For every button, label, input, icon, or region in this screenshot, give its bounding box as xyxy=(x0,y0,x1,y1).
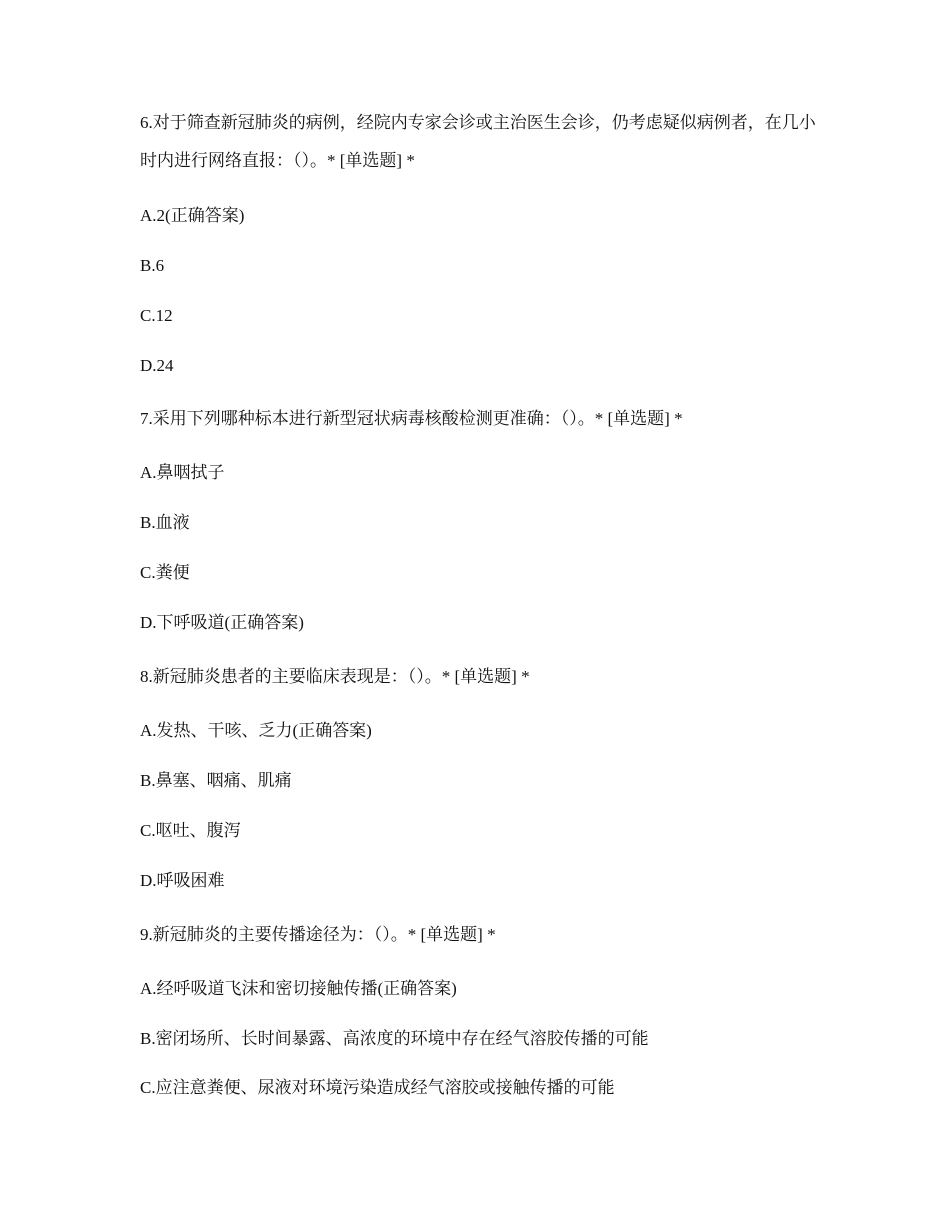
question-7-option-a: A.鼻咽拭子 xyxy=(140,463,225,482)
question-9-option-a: A.经呼吸道飞沫和密切接触传播(正确答案) xyxy=(140,979,457,998)
question-9-option-c: C.应注意粪便、尿液对环境污染造成经气溶胶或接触传播的可能 xyxy=(140,1078,615,1097)
question-6-option-c: C.12 xyxy=(140,306,173,325)
question-6-title: 6.对于筛查新冠肺炎的病例，经院内专家会诊或主治医生会诊，仍考虑疑似病例者，在几小时内进行网络直报：（）。* [单选题] * xyxy=(140,113,816,170)
question-8-title: 8.新冠肺炎患者的主要临床表现是：（）。* [单选题] * xyxy=(140,667,530,686)
question-6-option-a: A.2(正确答案) xyxy=(140,206,245,225)
question-7-title: 7.采用下列哪种标本进行新型冠状病毒核酸检测更准确：（）。* [单选题] * xyxy=(140,409,683,428)
question-7-option-b: B.血液 xyxy=(140,513,190,532)
question-9-title: 9.新冠肺炎的主要传播途径为：（）。* [单选题] * xyxy=(140,925,496,944)
question-7-option-d: D.下呼吸道(正确答案) xyxy=(140,613,304,632)
question-8-option-a: A.发热、干咳、乏力(正确答案) xyxy=(140,721,372,740)
question-9-option-b: B.密闭场所、长时间暴露、高浓度的环境中存在经气溶胶传播的可能 xyxy=(140,1029,649,1048)
question-8-option-d: D.呼吸困难 xyxy=(140,871,225,890)
question-6-option-d: D.24 xyxy=(140,356,174,375)
question-7-option-c: C.粪便 xyxy=(140,563,190,582)
question-6-option-b: B.6 xyxy=(140,256,165,275)
question-8-option-b: B.鼻塞、咽痛、肌痛 xyxy=(140,771,292,790)
question-8-option-c: C.呕吐、腹泻 xyxy=(140,821,241,840)
